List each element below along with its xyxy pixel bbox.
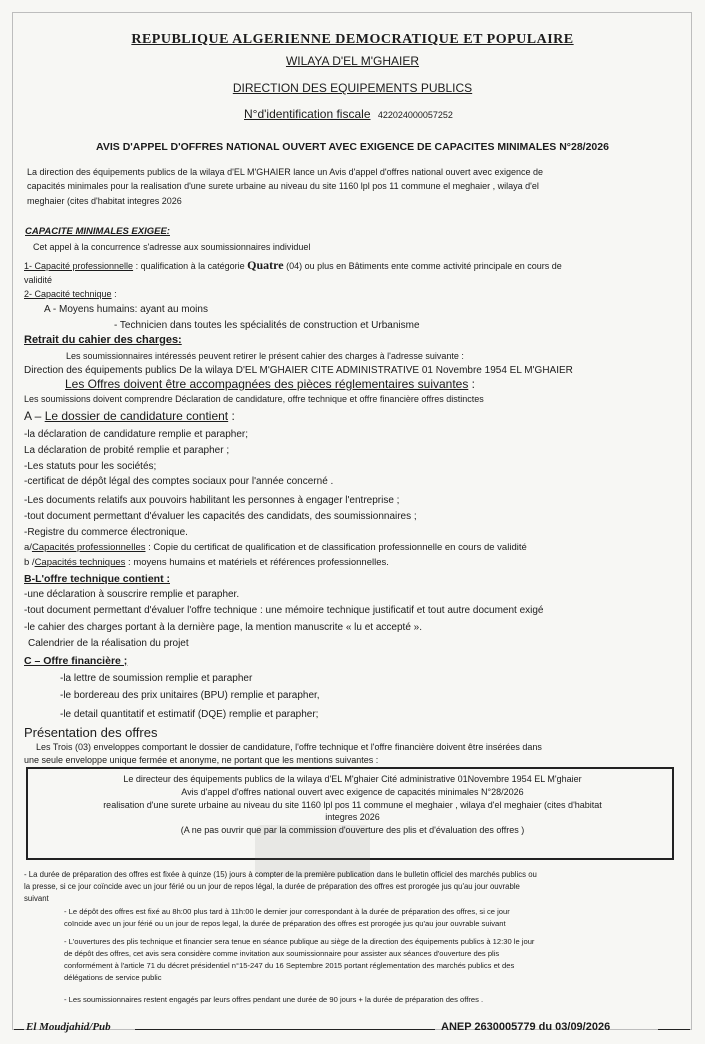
dossier-item: -Registre du commerce électronique. xyxy=(24,527,188,538)
envelope-line: Avis d'appel d'offres national ouvert avec exigence de capacités minimales N°28/2026 xyxy=(181,787,524,797)
dossier-a-prefix: a/ xyxy=(24,542,32,553)
offres-heading-colon: : xyxy=(468,377,476,391)
capacite-heading: CAPACITE MINIMALES EXIGEE: xyxy=(25,226,170,237)
capacite-line: Cet appel à la concurrence s'adresse aux soumissionnaires individuel xyxy=(33,242,311,252)
capacite-prof-label: 1- Capacité professionnelle xyxy=(24,261,134,271)
note-line: - Les soumissionnaires restent engagés par leurs offres pendant une durée de 90 jours + la durée de préparation des offres . xyxy=(64,995,484,1004)
capacite-prof-quatre: Quatre xyxy=(247,258,284,272)
technicien-line: - Technicien dans toutes les spécialités de construction et Urbanisme xyxy=(114,320,420,331)
note-line: la presse, si ce jour coïncide avec un jour férié ou un jour de repos légal, la durée de préparation des offres est prorogée jus qu'au jour ouvrable xyxy=(24,882,520,891)
capacite-prof-text: : qualification à la catégorie xyxy=(133,261,248,271)
fiscal-id-value: 422024000057252 xyxy=(377,110,453,120)
dossier-capacites-tech xyxy=(24,558,389,569)
presentation-line: Les Trois (03) enveloppes comportant le dossier de candidature, l'offre technique et l'offre financière doivent être insérées dans xyxy=(36,742,542,752)
envelope-line: (A ne pas ouvrir que par la commission d'ouverture des plis et d'évaluation des offres ) xyxy=(180,825,525,835)
capacite-prof xyxy=(24,259,562,273)
fiscal-id xyxy=(244,108,453,122)
technique-item: -une déclaration à souscrire remplie et parapher. xyxy=(24,589,240,600)
intro-line: meghaier (cites d'habitat integres 2026 xyxy=(27,196,182,206)
dossier-a-label: Capacités professionnelles xyxy=(31,542,146,553)
capacite-tech-colon: : xyxy=(111,289,117,299)
technique-item: Calendrier de la réalisation du projet xyxy=(28,638,189,649)
presentation-line: une seule enveloppe unique fermée et anonyme, ne portant que les mentions suivantes : xyxy=(24,755,379,765)
retrait-heading: Retrait du cahier des charges: xyxy=(24,334,182,346)
fiscal-id-label: N°d'identification fiscale xyxy=(244,107,371,121)
dossier-heading-colon: : xyxy=(228,409,235,423)
footer-rule-left xyxy=(14,1029,24,1030)
footer-rule-right xyxy=(658,1029,690,1030)
retrait-line: Les soumissionnaires intéressés peuvent retirer le présent cahier des charges à l'adresse suivante : xyxy=(66,351,464,361)
technique-heading: B-L'offre technique contient : xyxy=(24,573,170,585)
wilaya-title: WILAYA D'EL M'GHAIER xyxy=(285,54,420,68)
note-line: - Le dépôt des offres est fixé au 8h:00 plus tard à 11h:00 le dernier jour correspondant à la durée de préparation des offres, si ce jour xyxy=(64,907,510,916)
note-line: de dépôt des offres, cet avis sera considère comme invitation aux soumissionnaire pour assister aux séances d'ouverture des plis xyxy=(64,949,500,958)
notice-title: AVIS D'APPEL D'OFFRES NATIONAL OUVERT AVEC EXIGENCE DE CAPACITES MINIMALES N°28/2026 xyxy=(96,141,609,153)
financiere-heading: C – Offre financière ; xyxy=(24,655,128,667)
moyens-humains: A - Moyens humains: ayant au moins xyxy=(44,304,208,315)
footer-source: El Moudjahid/Pub xyxy=(26,1021,111,1033)
intro-line: La direction des équipements publics de la wilaya d'EL M'GHAIER lance un Avis d'appel d'offres national ouvert avec exigence de xyxy=(27,167,544,177)
financiere-item: -le detail quantitatif et estimatif (DQE) remplie et parapher; xyxy=(60,709,319,720)
direction-title: DIRECTION DES EQUIPEMENTS PUBLICS xyxy=(232,81,473,95)
capacite-prof-validite: validité xyxy=(24,275,53,285)
note-line: conformément à l'article 71 du décret présidentiel n°15-247 du 16 Septembre 2015 portant réglementation des marchés publics et des xyxy=(64,961,515,970)
capacite-tech-label: 2- Capacité technique xyxy=(24,289,112,299)
dossier-item: -Les documents relatifs aux pouvoirs habilitant les personnes à engager l'entreprise ; xyxy=(24,495,400,506)
republic-title: REPUBLIQUE ALGERIENNE DEMOCRATIQUE ET POPULAIRE xyxy=(131,32,574,47)
footer-anep: ANEP 2630005779 du 03/09/2026 xyxy=(441,1021,611,1033)
dossier-item: La déclaration de probité remplie et parapher ; xyxy=(24,445,230,456)
note-line: suivant xyxy=(24,894,49,903)
footer-rule-middle xyxy=(135,1029,435,1030)
technique-item: -le cahier des charges portant à la dernière page, la mention manuscrite « lu et accepté ». xyxy=(24,622,423,633)
financiere-item: -le bordereau des prix unitaires (BPU) remplie et parapher, xyxy=(60,690,320,701)
note-line: - L'ouvertures des plis technique et financier sera tenue en séance publique au siège de la direction des équipements publics à 12:30 le jour xyxy=(64,937,535,946)
envelope-line: Le directeur des équipements publics de la wilaya d'EL M'ghaier Cité administrative 01Novembre 1954 EL M'ghaier xyxy=(123,774,582,784)
dossier-item: -Les statuts pour les sociétés; xyxy=(24,461,157,472)
dossier-b-prefix: b / xyxy=(24,557,35,568)
envelope-line: integres 2026 xyxy=(325,812,380,822)
dossier-heading-text: Le dossier de candidature contient xyxy=(44,409,229,423)
note-line: - La durée de préparation des offres est fixée à quinze (15) jours à compter de la première publication dans le bulletin officiel des marchés publics ou xyxy=(24,870,537,879)
offres-heading-text: Les Offres doivent être accompagnées des pièces réglementaires suivantes xyxy=(65,377,469,391)
dossier-item: -la déclaration de candidature remplie et parapher; xyxy=(24,429,249,440)
envelope-line: realisation d'une surete urbaine au niveau du site 1160 lpl pos 11 commune el meghaier , wilaya d'el meghaier (cites d'habitat xyxy=(103,800,602,810)
note-line: délégations de service public xyxy=(64,973,162,982)
capacite-tech xyxy=(24,289,117,299)
dossier-b-text: : moyens humains et matériels et références professionnelles. xyxy=(125,557,389,568)
retrait-soumissions: Les soumissions doivent comprendre Déclaration de candidature, offre technique et offre financière offres distinctes xyxy=(24,394,484,404)
note-line: coïncide avec un jour férié ou un jour de repos legal, la durée de préparation des offres est prorogée jus qu'au jour ouvrable suivant xyxy=(64,919,506,928)
dossier-capacites-pro xyxy=(24,543,527,554)
retrait-address: Direction des équipements publics De la wilaya D'EL M'GHAIER CITE ADMINISTRATIVE 01 Novembre 1954 EL M'GHAIER xyxy=(24,365,573,376)
dossier-item: -tout document permettant d'évaluer les capacités des candidats, des soumissionnaires ; xyxy=(24,511,417,522)
dossier-heading xyxy=(24,410,235,424)
dossier-b-label: Capacités techniques xyxy=(34,557,126,568)
financiere-item: -la lettre de soumission remplie et parapher xyxy=(60,673,253,684)
presentation-heading: Présentation des offres xyxy=(24,725,158,740)
dossier-item: -certificat de dépôt légal des comptes sociaux pour l'année concerné . xyxy=(24,476,334,487)
capacite-prof-text: (04) ou plus en Bâtiments ente comme activité principale en cours de xyxy=(283,261,562,271)
dossier-a-text: : Copie du certificat de qualification et de classification professionnelle en cours de validité xyxy=(145,542,527,553)
intro-line: capacités minimales pour la realisation d'une surete urbaine au niveau du site 1160 lpl pos 11 commune el meghaier , wilaya d'el xyxy=(27,181,539,191)
technique-item: -tout document permettant d'évaluer l'offre technique : une mémoire technique justificatif et tout autre document exigé xyxy=(24,605,544,616)
dossier-prefix: A – xyxy=(24,409,45,423)
offres-heading xyxy=(65,378,475,392)
